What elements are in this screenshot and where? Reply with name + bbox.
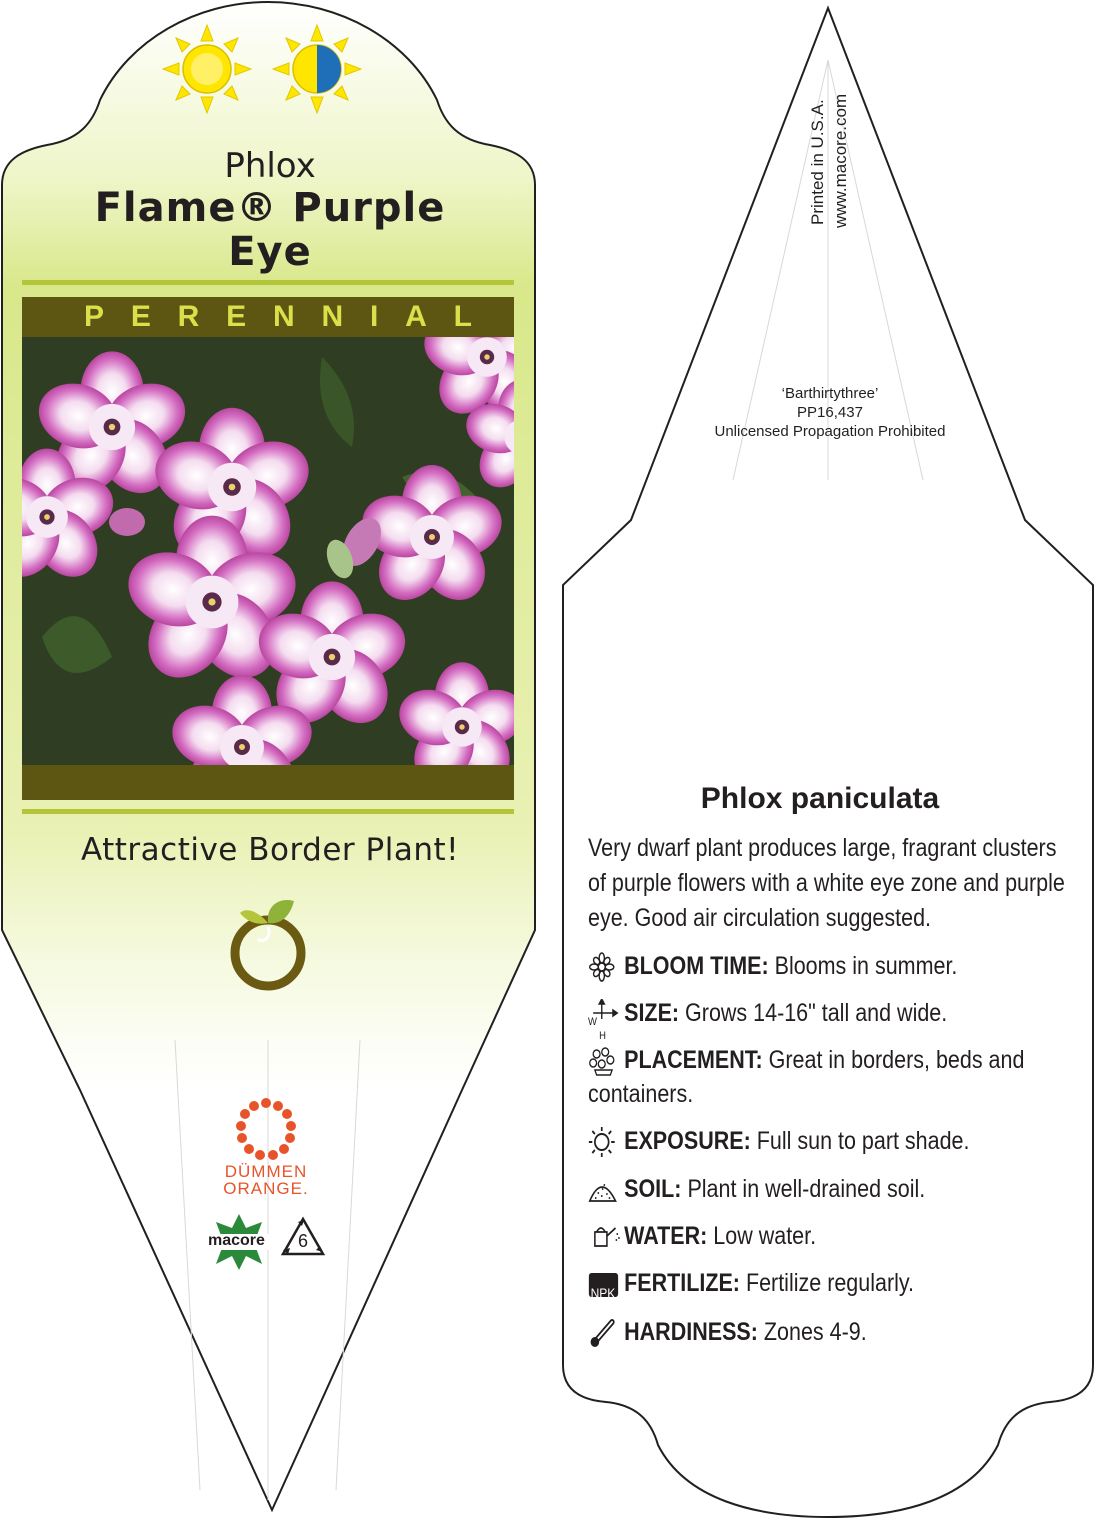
category-letter: N: [272, 300, 295, 333]
size-w: W: [588, 1016, 597, 1029]
macore-logo-text: macore: [208, 1232, 265, 1249]
attr-label: BLOOM TIME:: [624, 952, 769, 980]
category-letter: R: [177, 300, 200, 333]
attr-soil: [588, 1172, 925, 1206]
cultivar-name: ‘Barthirtythree’: [781, 385, 879, 402]
plant-genus: Phlox: [224, 146, 316, 186]
category-letter: L: [453, 300, 472, 333]
attr-value: Plant in well-drained soil.: [687, 1175, 926, 1203]
size-h: H: [599, 1030, 607, 1043]
attr-value: Full sun to part shade.: [756, 1127, 970, 1155]
attr-label: PLACEMENT:: [624, 1046, 763, 1074]
watering-can-icon: [588, 1222, 621, 1252]
npk-icon: [588, 1269, 621, 1302]
attr-hardiness: [588, 1315, 867, 1349]
seed-leaf-logo: [228, 893, 308, 993]
attr-value-cont: containers.: [588, 1080, 694, 1108]
brand-text-2: ORANGE.: [223, 1179, 309, 1198]
attr-label: SIZE:: [624, 999, 680, 1027]
macore-logo: [204, 1212, 274, 1272]
flower-photo: [22, 337, 514, 765]
attr-label: HARDINESS:: [624, 1318, 758, 1346]
attr-label: WATER:: [624, 1222, 708, 1250]
variety-line-1: Flame® Purple: [94, 185, 446, 231]
patent-block: [640, 384, 1020, 441]
attr-bloom-time: [588, 949, 957, 983]
thermometer-icon: [588, 1318, 621, 1348]
sun-icon: [588, 1127, 621, 1157]
dummen-orange-text: [196, 1163, 336, 1197]
category-letter: E: [226, 300, 247, 333]
plant-description: Very dwarf plant produces large, fragrant clusters of purple flowers with a white eye zone and purple eye. Good air circulation suggested.: [588, 834, 1065, 932]
attr-placement: [588, 1043, 1024, 1111]
plant-variety: [60, 186, 480, 274]
top-stripe: [22, 280, 514, 285]
recycle-icon: [280, 1216, 326, 1258]
attr-label: FERTILIZE:: [624, 1269, 740, 1297]
tagline: Attractive Border Plant!: [80, 832, 460, 868]
printed-in: Printed in U.S.A.: [808, 99, 827, 225]
patent-number: PP16,437: [797, 404, 863, 421]
placement-icon: [588, 1046, 621, 1076]
variety-line-2: Eye: [228, 229, 312, 275]
flower-icon: [588, 952, 621, 982]
category-letter: N: [321, 300, 344, 333]
category-letter: I: [369, 300, 379, 333]
category-letter: P: [84, 300, 105, 333]
bottom-band: [22, 765, 514, 800]
category-letter: A: [405, 300, 427, 333]
attr-value: Blooms in summer.: [774, 952, 958, 980]
npk-text: NPK: [590, 1285, 616, 1302]
recycle-code: 6: [297, 1231, 308, 1251]
attr-value: Grows 14-16" tall and wide.: [685, 999, 948, 1027]
attr-water: [588, 1219, 816, 1253]
attr-label: EXPOSURE:: [624, 1127, 751, 1155]
propagation-notice: Unlicensed Propagation Prohibited: [714, 423, 946, 440]
attr-label: SOIL:: [624, 1175, 682, 1203]
scientific-name: Phlox paniculata: [700, 782, 940, 815]
perennial-band: [22, 297, 514, 337]
part-shade-icon: [272, 24, 362, 114]
attr-fertilize: [588, 1266, 914, 1300]
dummen-orange-logo-mark: [232, 1095, 300, 1163]
bottom-stripe: [22, 809, 514, 814]
soil-icon: [588, 1175, 621, 1205]
full-sun-icon: [162, 24, 252, 114]
brand-text-1: DÜMMEN: [224, 1162, 308, 1181]
attr-value: Zones 4-9.: [763, 1318, 867, 1346]
website: www.macore.com: [831, 93, 850, 228]
attr-exposure: [588, 1124, 969, 1158]
attr-size: [588, 996, 948, 1043]
attr-value: Fertilize regularly.: [745, 1269, 915, 1297]
size-icon: [588, 999, 621, 1043]
category-letter: E: [130, 300, 151, 333]
attr-value: Great in borders, beds and: [768, 1046, 1025, 1074]
attr-value: Low water.: [713, 1222, 817, 1250]
